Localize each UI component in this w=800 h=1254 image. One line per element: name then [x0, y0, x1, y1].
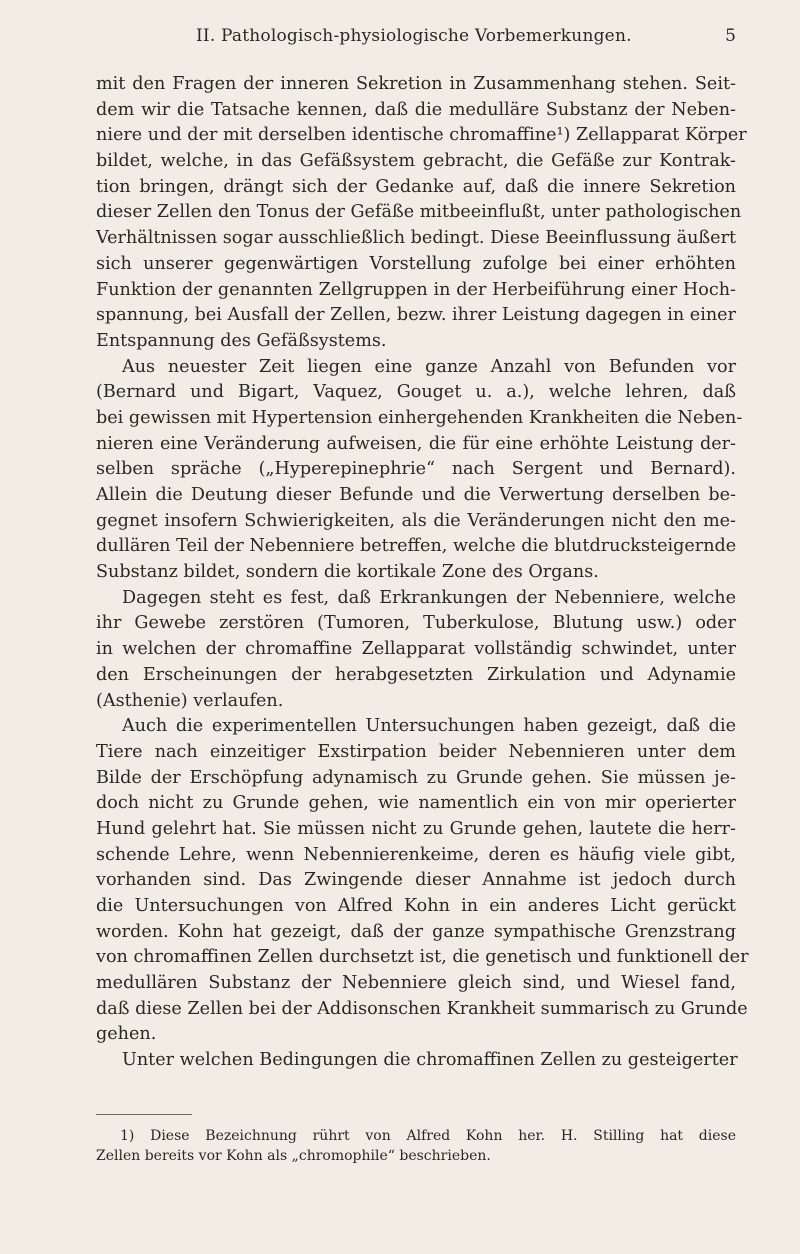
text-line: doch nicht zu Grunde gehen, wie namentlich ein von mir operierter — [96, 793, 736, 814]
text-line: Unter welchen Bedingungen die chromaffinen Zellen zu gesteigerter — [122, 1050, 738, 1071]
page-header — [96, 26, 736, 56]
text-line: Dagegen steht es fest, daß Erkrankungen der Nebenniere, welche — [122, 587, 736, 608]
text-line: dieser Zellen den Tonus der Gefäße mitbeeinflußt, unter pathologischen — [96, 202, 742, 223]
text-line: bei gewissen mit Hypertension einhergehenden Krankheiten die Neben- — [96, 407, 743, 428]
body-text — [96, 72, 749, 1074]
text-line: dullären Teil der Nebenniere betreffen, welche die blutdrucksteigernde — [96, 536, 737, 557]
text-line: spannung, bei Ausfall der Zellen, bezw. ihrer Leistung dagegen in einer — [96, 305, 736, 326]
text-line: Auch die experimentellen Untersuchungen haben gezeigt, daß die — [122, 716, 736, 737]
text-line: worden. Kohn hat gezeigt, daß der ganze sympathische Grenzstrang — [96, 921, 736, 942]
text-line: Allein die Deutung dieser Befunde und die Verwertung derselben be- — [96, 485, 736, 505]
footnotes — [96, 1126, 736, 1166]
text-line: gehen. — [96, 1024, 157, 1045]
text-line: niere und der mit derselben identische chromaffine¹) Zellapparat Körper — [96, 125, 747, 146]
text-line: den Erscheinungen der herabgesetzten Zirkulation und Adynamie — [96, 664, 736, 685]
text-line: Verhältnissen sogar ausschließlich bedingt. Diese Beeinflussung äußert — [96, 228, 737, 249]
text-line: ihr Gewebe zerstören (Tumoren, Tuberkulose, Blutung usw.) oder — [96, 613, 736, 634]
text-line: dem wir die Tatsache kennen, daß die medulläre Substanz der Neben- — [96, 99, 736, 120]
text-line: Funktion der genannten Zellgruppen in der Herbeiführung einer Hoch- — [96, 279, 736, 300]
text-line: tion bringen, drängt sich der Gedanke auf, daß die innere Sekretion — [96, 176, 736, 197]
running-head: II. Pathologisch-physiologische Vorbemerkungen. — [196, 26, 632, 46]
text-line: in welchen der chromaffine Zellapparat vollständig schwindet, unter — [96, 639, 736, 660]
text-line: Entspannung des Gefäßsystems. — [96, 330, 387, 351]
text-line: Aus neuester Zeit liegen eine ganze Anzahl von Befunden vor — [122, 356, 736, 377]
text-line: sich unserer gegenwärtigen Vorstellung zufolge bei einer erhöhten — [96, 253, 736, 274]
text-line: (Asthenie) verlaufen. — [96, 690, 284, 711]
text-line: schende Lehre, wenn Nebennierenkeime, deren es häufig viele gibt, — [96, 844, 736, 865]
text-line: medullären Substanz der Nebenniere gleich sind, und Wiesel fand, — [96, 973, 736, 994]
text-line: die Untersuchungen von Alfred Kohn in ein anderes Licht gerückt — [96, 896, 736, 916]
text-line: (Bernard und Bigart, Vaquez, Gouget u. a.), welche lehren, daß — [96, 382, 736, 403]
text-line: Tiere nach einzeitiger Exstirpation beider Nebennieren unter dem — [96, 741, 736, 762]
footnote-line: 1) Diese Bezeichnung rührt von Alfred Kohn her. H. Stilling hat diese — [120, 1128, 736, 1144]
text-line: mit den Fragen der inneren Sekretion in Zusammenhang stehen. Seit- — [96, 74, 736, 94]
text-line: bildet, welche, in das Gefäßsystem gebracht, die Gefäße zur Kontrak- — [96, 151, 736, 172]
text-line: daß diese Zellen bei der Addisonschen Krankheit summarisch zu Grunde — [96, 998, 748, 1019]
text-line: selben spräche („Hyperepinephrie“ nach Sergent und Bernard). — [96, 459, 736, 480]
text-line: Hund gelehrt hat. Sie müssen nicht zu Grunde gehen, lautete die herr- — [96, 818, 736, 839]
footnote-divider — [96, 1114, 192, 1115]
text-line: Bilde der Erschöpfung adynamisch zu Grunde gehen. Sie müssen je- — [96, 767, 736, 788]
text-line: Substanz bildet, sondern die kortikale Zone des Organs. — [96, 562, 599, 583]
text-line: vorhanden sind. Das Zwingende dieser Annahme ist jedoch durch — [96, 870, 736, 891]
footnote-line: Zellen bereits vor Kohn als „chromophile“ beschrieben. — [96, 1148, 491, 1164]
text-line: gegnet insofern Schwierigkeiten, als die Veränderungen nicht den me- — [96, 510, 736, 531]
page-number: 5 — [725, 26, 736, 46]
text-line: von chromaffinen Zellen durchsetzt ist, die genetisch und funktionell der — [96, 947, 749, 968]
text-line: nieren eine Veränderung aufweisen, die für eine erhöhte Leistung der- — [96, 433, 736, 454]
